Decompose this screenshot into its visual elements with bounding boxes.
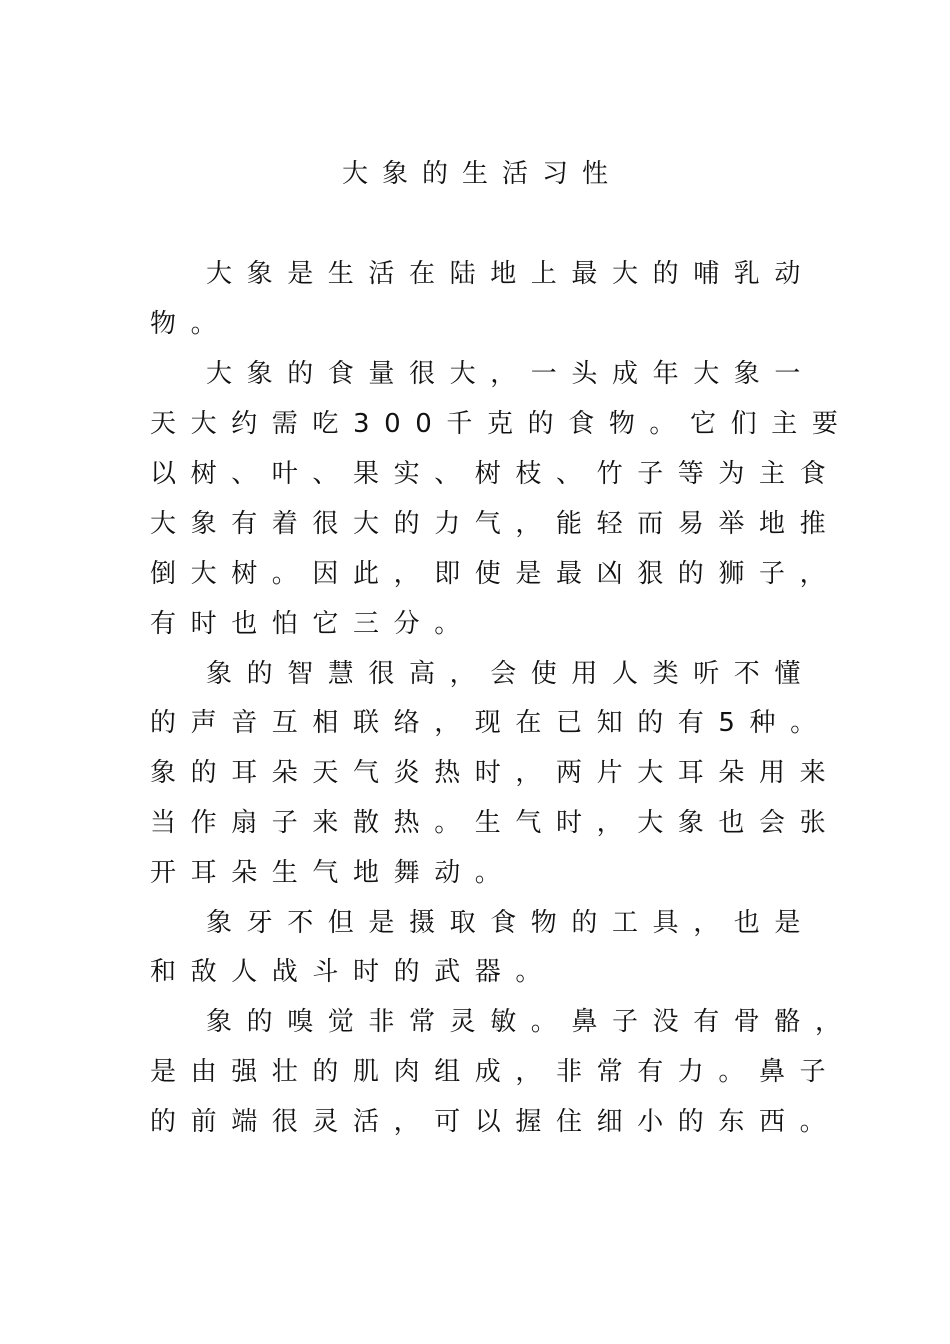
paragraph-line: 天大约需吃300千克的食物。它们主要 [150, 409, 853, 439]
paragraph-line: 大象有着很大的力气，能轻而易举地推 [150, 509, 841, 539]
paragraph-line: 大象的食量很大，一头成年大象一 [206, 359, 816, 389]
paragraph-line: 倒大树。因此，即使是最凶狠的狮子， [150, 559, 841, 589]
paragraph-line: 的前端很灵活，可以握住细小的东西。 [150, 1107, 841, 1137]
paragraph-line: 当作扇子来散热。生气时，大象也会张 [150, 808, 841, 838]
document-title: 大象的生活习性 [341, 159, 622, 189]
paragraph-line: 象的耳朵天气炎热时，两片大耳朵用来 [150, 758, 841, 788]
paragraph-line: 以树、叶、果实、树枝、竹子等为主食 [150, 459, 841, 489]
paragraph-line: 大象是生活在陆地上最大的哺乳动 [206, 259, 816, 289]
paragraph-line: 物。 [150, 309, 232, 339]
paragraph-line: 有时也怕它三分。 [150, 609, 475, 639]
paragraph-line: 开耳朵生气地舞动。 [150, 858, 516, 888]
paragraph-line: 象牙不但是摄取食物的工具，也是 [206, 908, 816, 938]
paragraph-line: 象的嗅觉非常灵敏。鼻子没有骨骼， [206, 1007, 856, 1037]
paragraph-line: 是由强壮的肌肉组成，非常有力。鼻子 [150, 1057, 841, 1087]
paragraph-line: 象的智慧很高，会使用人类听不懂 [206, 659, 816, 689]
paragraph-line: 和敌人战斗时的武器。 [150, 957, 557, 987]
paragraph-line: 的声音互相联络，现在已知的有5种。 [150, 708, 831, 738]
